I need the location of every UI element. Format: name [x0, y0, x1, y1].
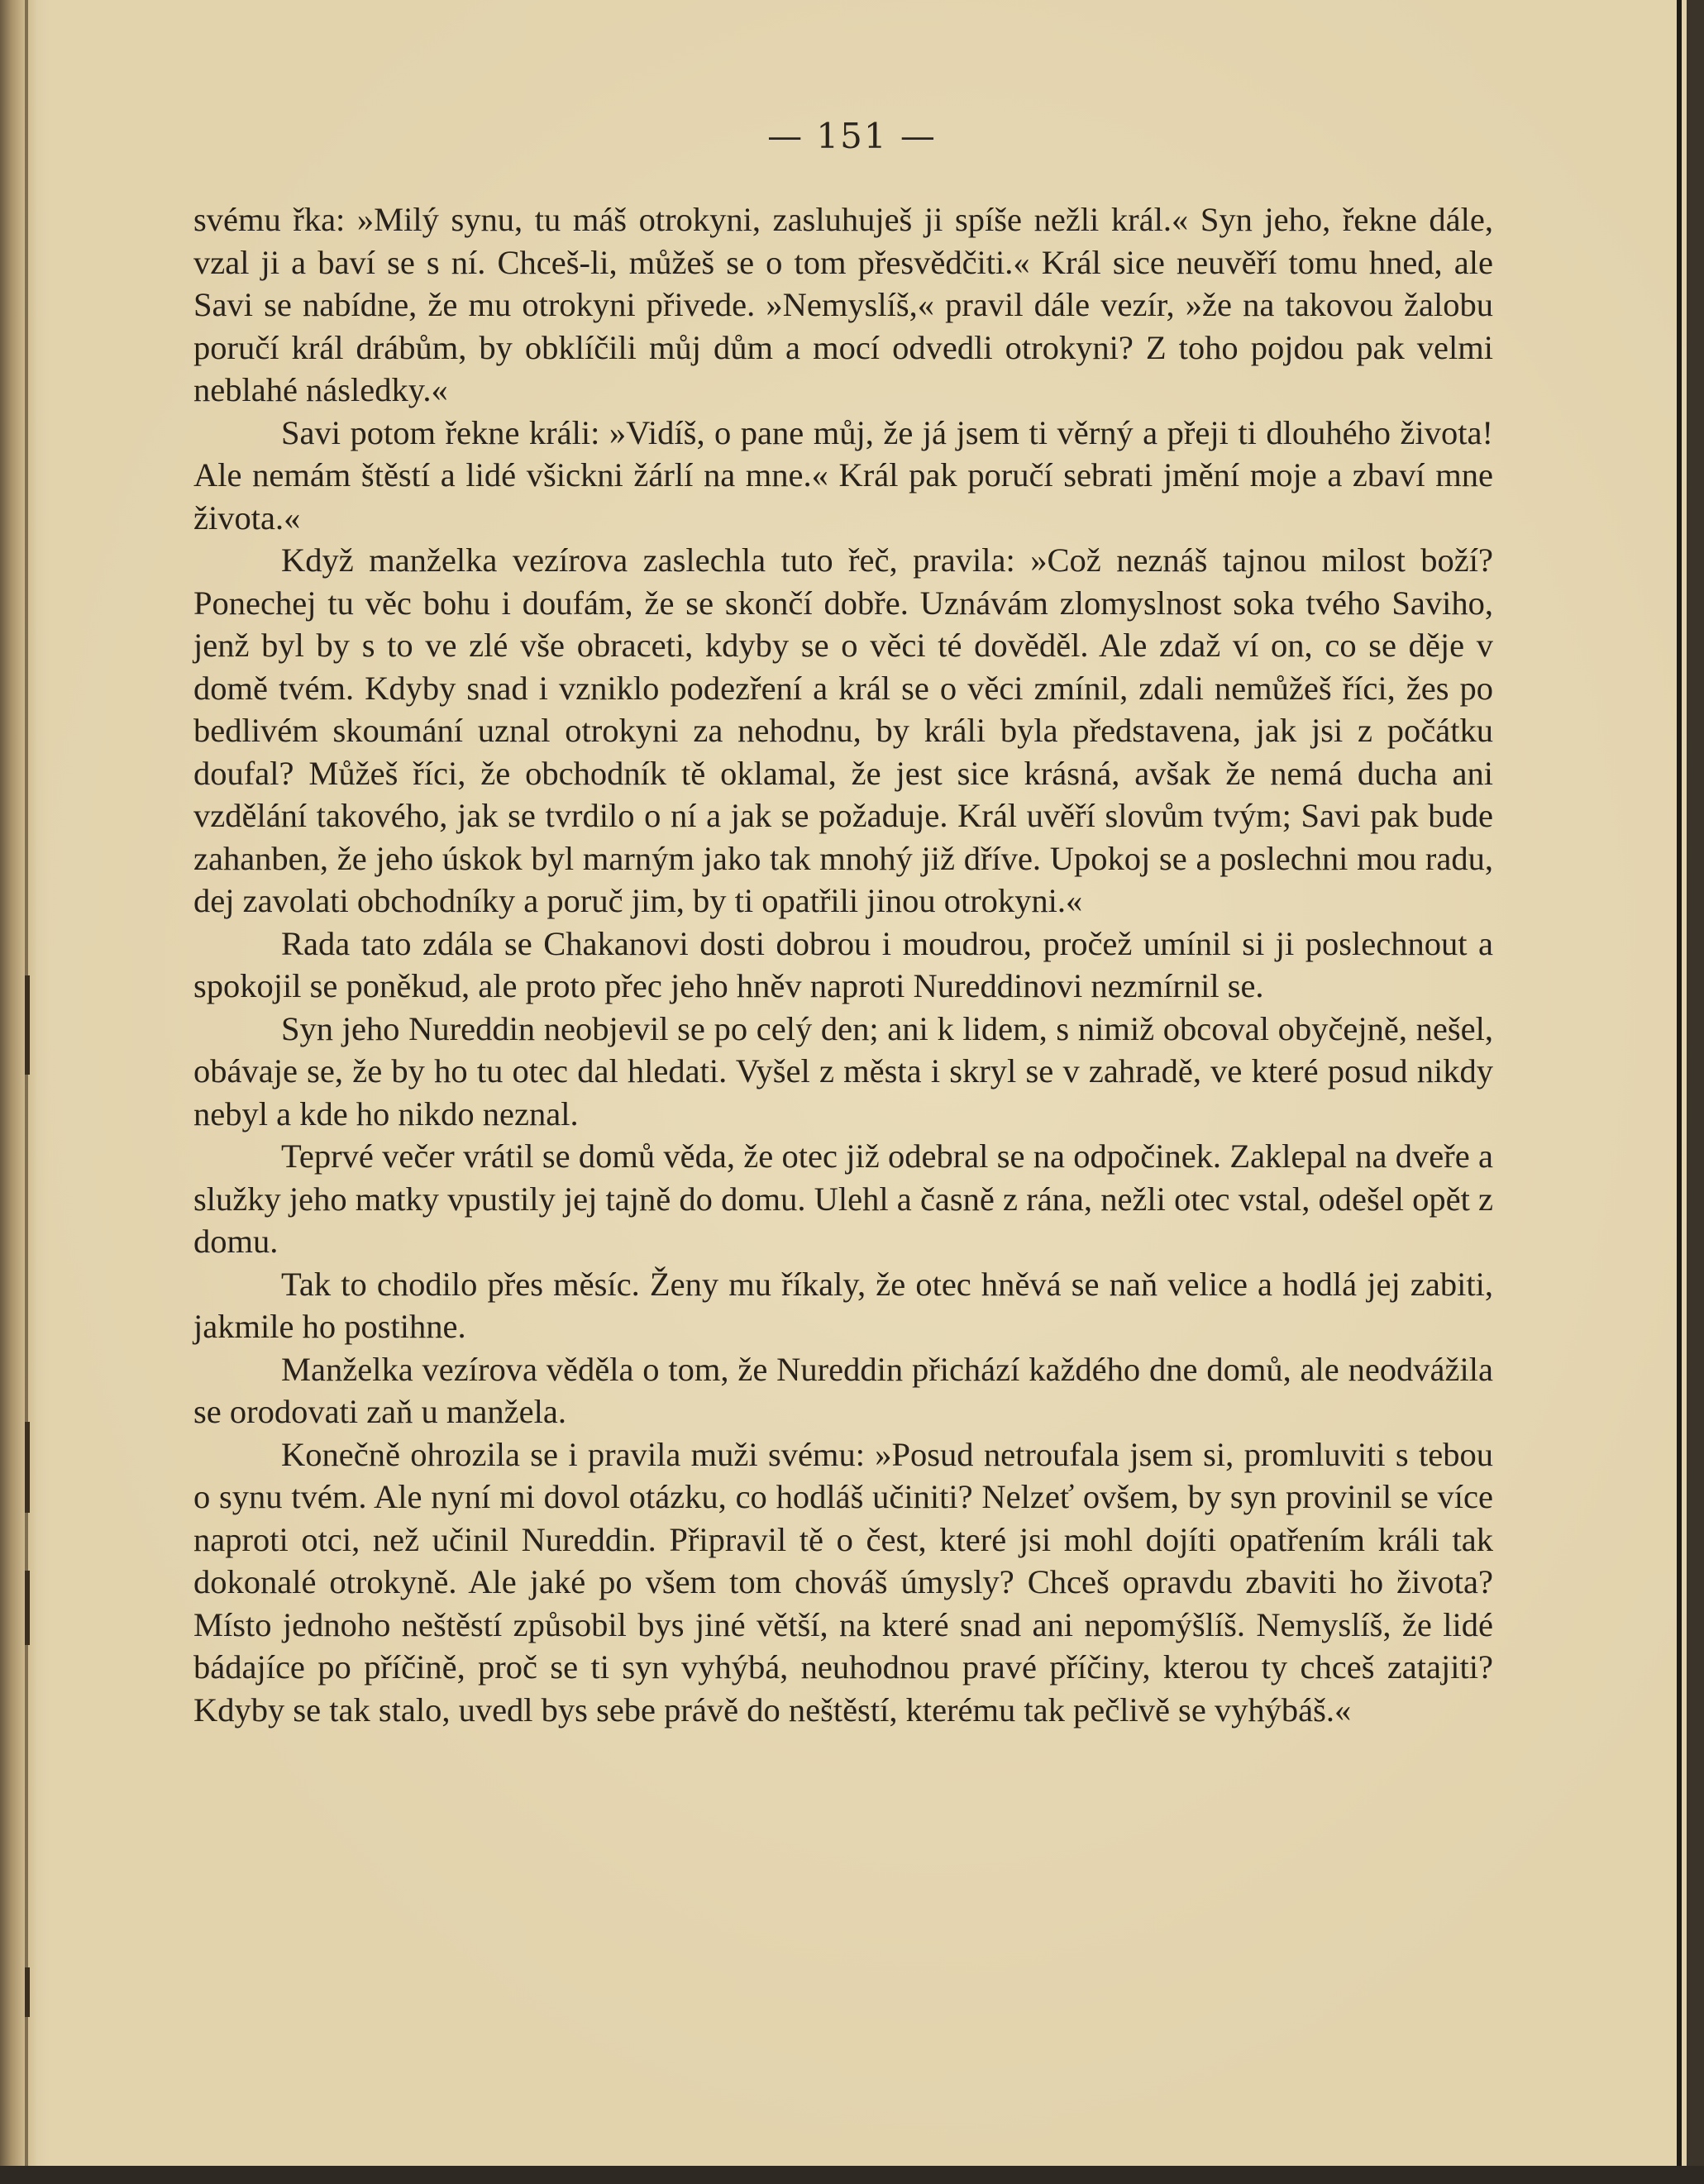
body-text — [193, 198, 1493, 1731]
page-binding-edge — [0, 0, 36, 2184]
paragraph: Savi potom řekne králi: »Vidíš, o pane můj, že já jsem ti věrný a přeji ti dlouhého života! Ale nemám štěstí a lidé všickni žárlí na mne.« Král pak poručí sebrati jmění moje a zbaví mne života.« — [193, 413, 1493, 536]
paragraph: Když manželka vezírova zaslechla tuto řeč, pravila: »Což neznáš tajnou milost boží? Ponechej tu věc bohu i doufám, že se skončí dobře. Uznávám zlomyslnost soka tvého Saviho, jenž byl by s to ve zlé vše obraceti, kdyby se o věci té dověděl. Ale zdaž ví on, co se děje v domě tvém. Kdyby snad i vzniklo podezření a král se o věci zmínil, zdali nemůžeš říci, žes po bedlivém skoumání uznal otrokyni za nehodnu, by králi byla představena, jak jsi z počátku doufal? Můžeš říci, že obchodník tě oklamal, že jest sice krásná, avšak že nemá ducha ani vzdělání takového, jak se tvrdilo o ní a jak se požaduje. Král uvěří slovům tvým; Savi pak bude zahanben, že jeho úskok byl marným jako tak mnohý již dříve. Upokoj se a poslechni mou radu, dej zavolati obchodníky a poruč jim, by ti opatřili jinou otrokyni.« — [193, 541, 1493, 919]
paragraph: svému řka: »Milý synu, tu máš otrokyni, zasluhuješ ji spíše nežli král.« Syn jeho, řekne dále, vzal ji a baví se s ní. Chceš-li, můžeš se o tom přesvědčiti.« Král sice neuvěří tomu hned, ale Savi se nabídne, že mu otrokyni přivede. »Nemyslíš,« pravil dále vezír, »že na takovou žalobu poručí král drábům, by obklíčili můj dům a mocí odvedli otrokyni? Z toho pojdou pak velmi neblahé následky.« — [193, 201, 1493, 408]
page-bottom-edge — [0, 2166, 1704, 2184]
binding-shadow — [25, 0, 28, 2184]
page-right-rule — [1677, 0, 1682, 2184]
paragraph: Teprvé večer vrátil se domů věda, že otec již odebral se na odpočinek. Zaklepal na dveře a služky jeho matky vpustily jej tajně do domu. Ulehl a časně z rána, nežli otec vstal, odešel opět z domu. — [193, 1137, 1493, 1260]
binding-mark — [25, 1571, 30, 1645]
paragraph: Konečně ohrozila se i pravila muži svému: »Posud netroufala jsem si, promluviti s tebou o synu tvém. Ale nyní mi dovol otázku, co hodláš učiniti? Nelzeť ovšem, by syn provinil se více naproti otci, než učinil Nureddin. Připravil tě o čest, které jsi mohl dojíti opatřením králi tak dokonalé otrokyně. Ale jaké po všem tom chováš úmysly? Chceš opravdu zbaviti ho života? Místo jednoho neštěstí způsobil bys jiné větší, na které snad ani nepomýšlíš. Nemyslíš, že lidé bádajíce po příčině, proč se ti syn vyhýbá, neuhodnou pravé příčiny, kterou ty chceš zatajiti? Kdyby se tak stalo, uvedl bys sebe právě do neštěstí, kterému tak pečlivě se vyhýbáš.« — [193, 1435, 1493, 1729]
paragraph: Syn jeho Nureddin neobjevil se po celý den; ani k lidem, s nimiž obcoval obyčejně, nešel, obávaje se, že by ho tu otec dal hledati. Vyšel z města i skryl se v zahradě, ve které posud nikdy nebyl a kde ho nikdo neznal. — [193, 1009, 1493, 1133]
paragraph: Manželka vezírova věděla o tom, že Nureddin přichází každého dne domů, ale neodvážila se orodovati zaň u manžela. — [193, 1350, 1493, 1430]
binding-mark — [25, 975, 30, 1075]
paragraph: Tak to chodilo přes měsíc. Ženy mu říkaly, že otec hněvá se naň velice a hodlá jej zabiti, jakmile ho postihne. — [193, 1265, 1493, 1345]
binding-mark — [25, 1967, 30, 2017]
paragraph: Rada tato zdála se Chakanovi dosti dobrou i moudrou, pročež umínil si ji poslechnout a spokojil se poněkud, ale proto přec jeho hněv naproti Nureddinovi nezmírnil se. — [193, 924, 1493, 1004]
page-right-edge — [1687, 0, 1704, 2184]
binding-mark — [25, 1422, 30, 1513]
page-number: — 151 — — [767, 116, 937, 156]
